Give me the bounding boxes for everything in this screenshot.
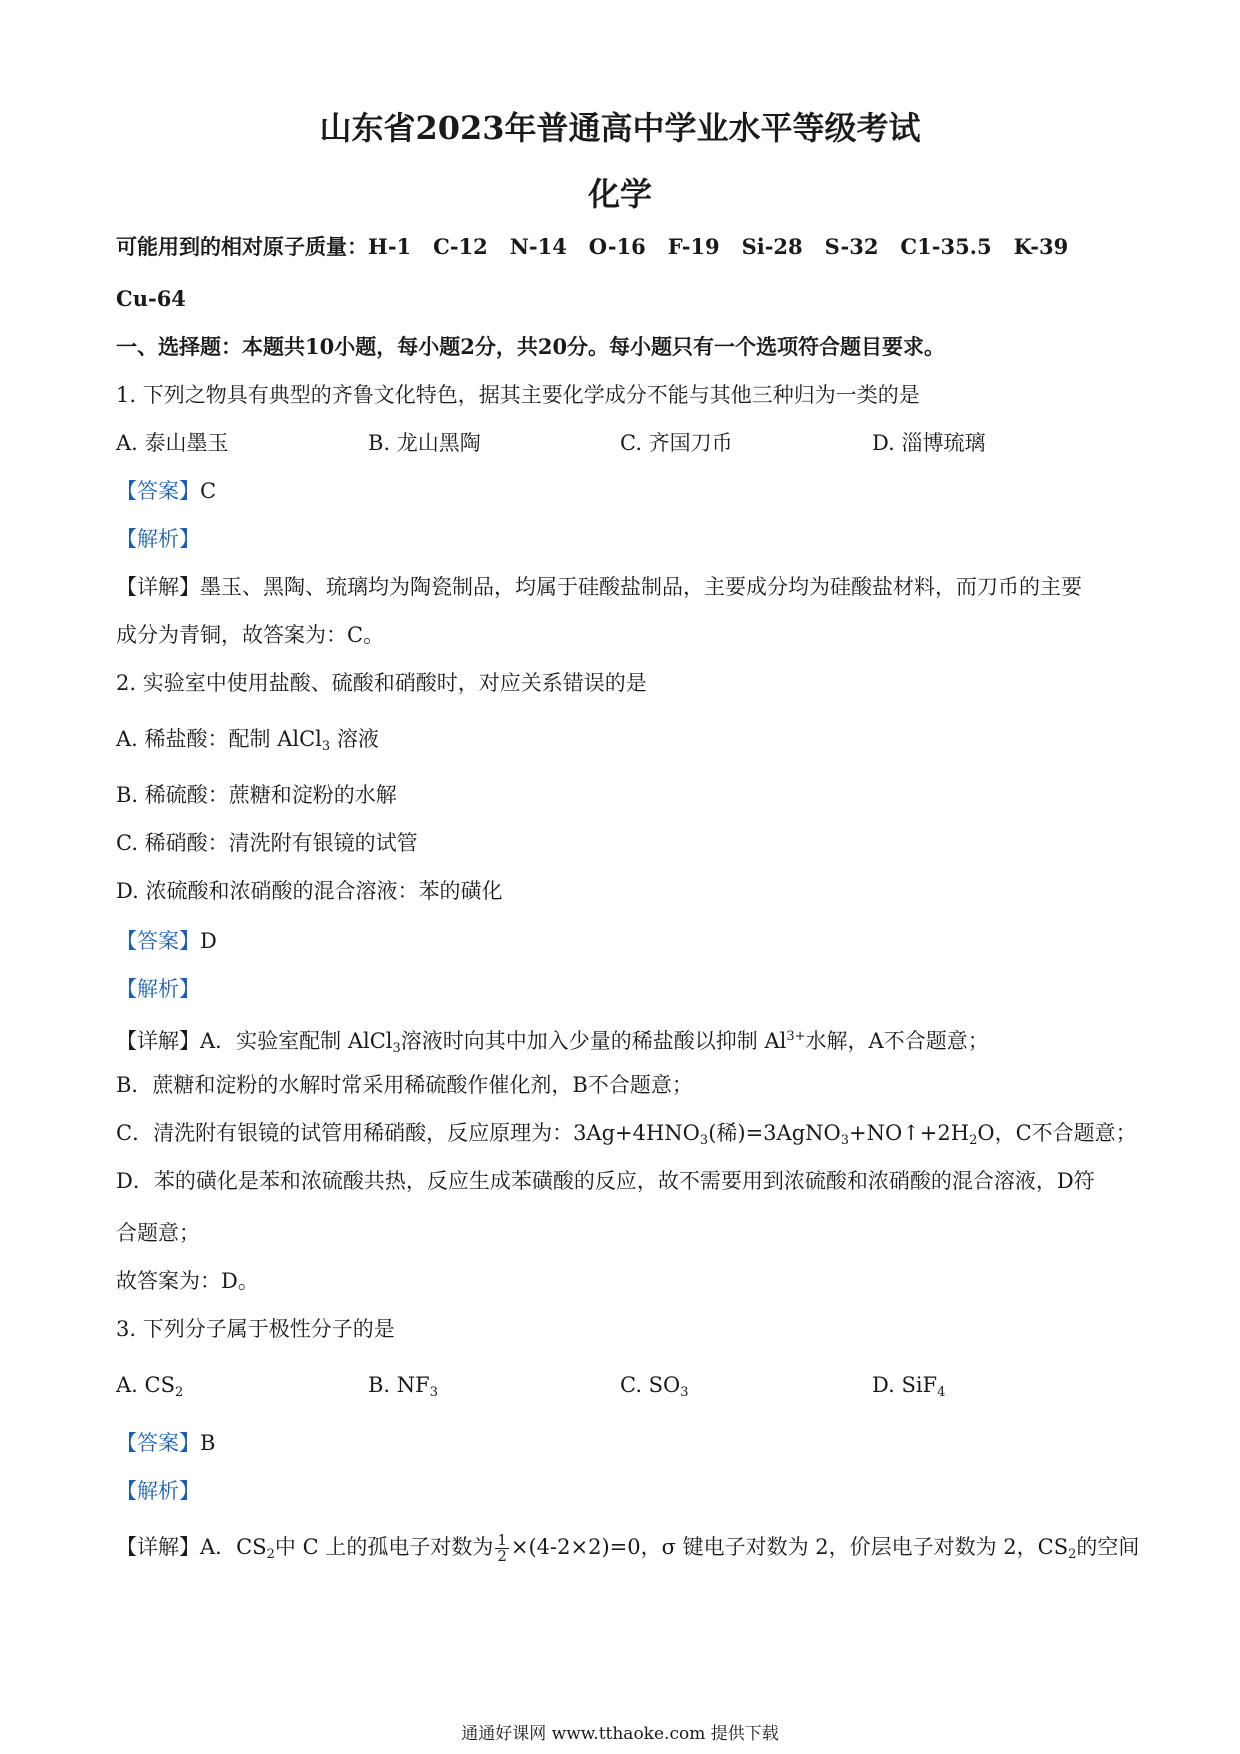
q2-option-a-post: 溶液	[330, 727, 379, 751]
q3-option-b-letter: B.	[368, 1373, 397, 1397]
atomic-masses-label: 可能用到的相对原子质量：	[116, 234, 368, 259]
q2-option-d: D. 浓硫酸和浓硝酸的混合溶液：苯的磺化	[116, 879, 503, 903]
q3-answer-value: B	[200, 1431, 216, 1455]
q2-detail-c	[116, 1118, 1140, 1156]
q3-option-d-formula: SiF	[901, 1373, 938, 1397]
mass-o: O-16	[588, 234, 646, 259]
mass-cu: Cu-64	[116, 286, 186, 311]
mass-cl: C1-35.5	[900, 234, 992, 259]
q2-stem: 2. 实验室中使用盐酸、硫酸和硝酸时，对应关系错误的是	[116, 671, 647, 695]
q3-detail-1: A．CS	[200, 1535, 267, 1559]
q1-detail-line-1	[116, 572, 1140, 602]
q2-detail-a-3: 水解，A不合题意；	[805, 1029, 989, 1053]
q3-option-b	[368, 1370, 438, 1408]
q2-detail-a-1: A．实验室配制 AlCl	[200, 1029, 393, 1053]
q2-detail-a	[116, 1022, 1140, 1064]
q2-option-a-text: A. 稀盐酸：配制 AlCl	[116, 727, 322, 751]
q2-detail-c-sub3: 2	[969, 1133, 978, 1148]
mass-k: K-39	[1013, 234, 1069, 259]
q3-option-c-sub: 3	[680, 1385, 689, 1400]
q1-option-d: D. 淄博琉璃	[872, 431, 986, 455]
q3-detail-sub1: 2	[266, 1547, 275, 1562]
mass-s: S-32	[824, 234, 879, 259]
q2-detail-c-4: O，C不合题意；	[977, 1121, 1137, 1145]
q1-detail-line-2: 成分为青铜，故答案为：C。	[116, 623, 385, 647]
detail-tag: 【详解】	[116, 575, 200, 599]
q3-analysis-tag: 【解析】	[116, 1479, 200, 1503]
q1-option-b: B. 龙山黑陶	[368, 431, 481, 455]
q3-option-a-letter: A.	[116, 1373, 145, 1397]
q3-detail-3: ×(4-2×2)=0，σ 键电子对数为 2，价层电子对数为 2，CS	[510, 1535, 1069, 1559]
q2-option-b: B. 稀硫酸：蔗糖和淀粉的水解	[116, 783, 397, 807]
q1-option-a: A. 泰山墨玉	[116, 431, 229, 455]
q3-option-d-letter: D.	[872, 1373, 902, 1397]
answer-tag: 【答案】	[116, 479, 200, 503]
atomic-masses-line	[116, 232, 1140, 262]
q3-detail-2: 中 C 上的孤电子对数为	[274, 1535, 494, 1559]
q1-answer	[116, 476, 1140, 506]
q1-answer-value: C	[200, 479, 217, 503]
detail-tag: 【详解】	[116, 1029, 200, 1053]
q3-detail-sub2: 2	[1068, 1547, 1077, 1562]
mass-h: H-1	[368, 234, 412, 259]
exam-title: 山东省2023年普通高中学业水平等级考试	[319, 109, 921, 147]
q3-option-a-formula: CS	[144, 1373, 175, 1397]
fraction-numerator: 1	[497, 1531, 507, 1549]
footer-watermark: 通通好课网 www.tthaoke.com 提供下载	[461, 1724, 779, 1744]
q1-detail-text-1: 墨玉、黑陶、琉璃均为陶瓷制品，均属于硅酸盐制品，主要成分均为硅酸盐材料，而刀币的主要	[200, 575, 1082, 599]
q3-option-d-sub: 4	[937, 1385, 946, 1400]
q3-option-a	[116, 1370, 183, 1408]
q1-analysis-tag: 【解析】	[116, 527, 200, 551]
q2-detail-c-1: C．清洗附有银镜的试管用稀硝酸，反应原理为：3Ag+4HNO	[116, 1121, 700, 1145]
q2-detail-c-sub1: 3	[699, 1133, 709, 1148]
fraction-denominator: 2	[497, 1547, 507, 1565]
q2-detail-d-2: 合题意；	[116, 1221, 200, 1245]
q2-detail-a-sup: 3+	[786, 1029, 806, 1044]
q3-option-b-sub: 3	[429, 1385, 439, 1400]
q2-analysis-tag: 【解析】	[116, 977, 200, 1001]
q3-option-c	[620, 1370, 689, 1408]
q3-option-c-letter: C.	[620, 1373, 649, 1397]
mass-c: C-12	[433, 234, 488, 259]
q2-option-c: C. 稀硝酸：清洗附有银镜的试管	[116, 831, 418, 855]
mass-n: N-14	[509, 234, 567, 259]
fraction-one-half	[495, 1533, 509, 1564]
mass-si: Si-28	[741, 234, 803, 259]
q2-detail-a-sub: 3	[392, 1041, 401, 1056]
q2-conclusion: 故答案为：D。	[116, 1269, 259, 1293]
q3-option-a-sub: 2	[175, 1385, 184, 1400]
q2-answer-value: D	[200, 929, 217, 953]
q3-stem: 3. 下列分子属于极性分子的是	[116, 1317, 395, 1341]
q3-detail-line-1	[116, 1532, 1140, 1570]
q1-option-c: C. 齐国刀币	[620, 431, 733, 455]
q2-detail-c-3: +NO↑+2H	[849, 1121, 970, 1145]
answer-tag: 【答案】	[116, 1431, 200, 1455]
q3-answer	[116, 1428, 1140, 1458]
q2-detail-d-1: D．苯的磺化是苯和浓硫酸共热，反应生成苯磺酸的反应，故不需要用到浓硫酸和浓硝酸的混合溶液，D符	[116, 1169, 1095, 1193]
q2-option-a-sub: 3	[321, 739, 331, 754]
subject-title: 化学	[587, 175, 652, 213]
q3-option-d	[872, 1370, 945, 1408]
detail-tag: 【详解】	[116, 1535, 200, 1559]
q2-option-a	[116, 724, 1140, 762]
answer-tag: 【答案】	[116, 929, 200, 953]
q2-detail-a-2: 溶液时向其中加入少量的稀盐酸以抑制 Al	[400, 1029, 787, 1053]
mass-f: F-19	[667, 234, 720, 259]
q2-detail-b: B．蔗糖和淀粉的水解时常采用稀硫酸作催化剂，B不合题意；	[116, 1073, 693, 1097]
section-heading: 一、选择题：本题共10小题，每小题2分，共20分。每小题只有一个选项符合题目要求。	[116, 334, 946, 359]
q2-answer	[116, 926, 1140, 956]
q2-detail-c-2: (稀)=3AgNO	[708, 1121, 841, 1145]
q3-option-c-formula: SO	[648, 1373, 681, 1397]
q2-detail-c-sub2: 3	[840, 1133, 850, 1148]
q3-option-b-formula: NF	[396, 1373, 430, 1397]
q3-detail-4: 的空间	[1076, 1535, 1140, 1559]
q1-stem: 1. 下列之物具有典型的齐鲁文化特色，据其主要化学成分不能与其他三种归为一类的是	[116, 383, 920, 407]
